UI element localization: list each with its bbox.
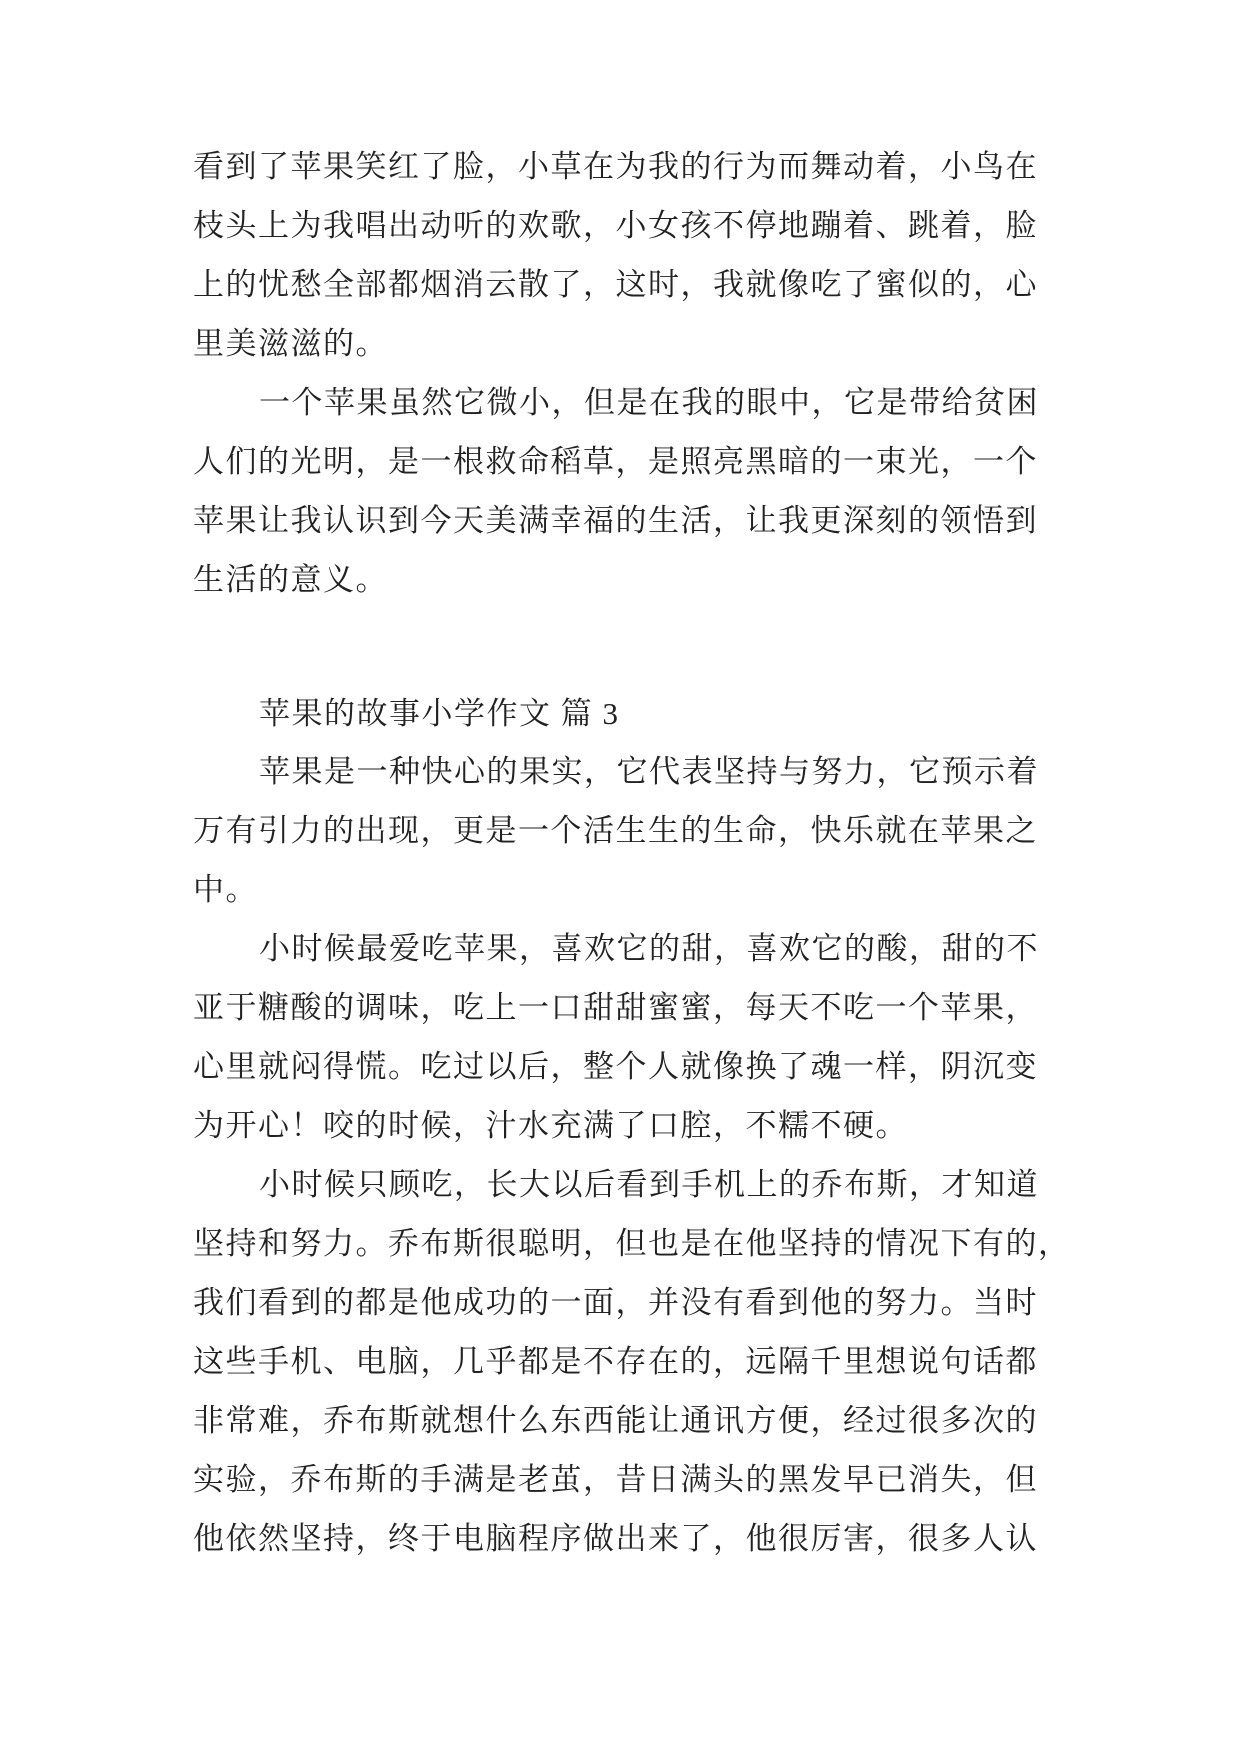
paragraph-line: 看到了苹果笑红了脸，小草在为我的行为而舞动着，小鸟在 xyxy=(193,149,1038,185)
paragraph-line: 我们看到的都是他成功的一面，并没有看到他的努力。当时 xyxy=(193,1285,1038,1321)
paragraph-line: 心里就闷得慌。吃过以后，整个人就像换了魂一样，阴沉变 xyxy=(193,1049,1038,1085)
paragraph-5 xyxy=(193,1156,1071,1569)
paragraph-line: 坚持和努力。乔布斯很聪明，但也是在他坚持的情况下有的， xyxy=(193,1226,1071,1262)
paragraph-line: 里美滋滋的。 xyxy=(193,326,388,362)
paragraph-line: 亚于糖酸的调味，吃上一口甜甜蜜蜜，每天不吃一个苹果， xyxy=(193,990,1038,1026)
paragraph-3 xyxy=(193,743,1061,920)
paragraph-line: 他依然坚持，终于电脑程序做出来了，他很厉害，很多人认 xyxy=(193,1521,1038,1557)
paragraph-line: 一个苹果虽然它微小，但是在我的眼中，它是带给贫困 xyxy=(259,385,1039,421)
paragraph-line: 苹果让我认识到今天美满幸福的生活，让我更深刻的领悟到 xyxy=(193,503,1038,539)
paragraph-line: 实验，乔布斯的手满是老茧，昔日满头的黑发早已消失，但 xyxy=(193,1462,1038,1498)
paragraph-line: 万有引力的出现，更是一个活生生的生命，快乐就在苹果之 xyxy=(193,813,1038,849)
paragraph-line: 中。 xyxy=(193,872,258,908)
paragraph-line: 人们的光明，是一根救命稻草，是照亮黑暗的一束光，一个 xyxy=(193,444,1038,480)
paragraph-4 xyxy=(193,920,1061,1156)
section-title-block xyxy=(193,684,1061,743)
paragraph-line: 小时候只顾吃，长大以后看到手机上的乔布斯，才知道 xyxy=(259,1167,1039,1203)
paragraph-line: 非常难，乔布斯就想什么东西能让通讯方便，经过很多次的 xyxy=(193,1403,1038,1439)
paragraph-1 xyxy=(193,138,1061,374)
paragraph-line: 小时候最爱吃苹果，喜欢它的甜，喜欢它的酸，甜的不 xyxy=(259,931,1039,967)
paragraph-line: 生活的意义。 xyxy=(193,562,388,598)
paragraph-2 xyxy=(193,374,1061,610)
paragraph-line: 苹果是一种快心的果实，它代表坚持与努力，它预示着 xyxy=(259,754,1039,790)
paragraph-line: 这些手机、电脑，几乎都是不存在的，远隔千里想说句话都 xyxy=(193,1344,1038,1380)
paragraph-line: 枝头上为我唱出动听的欢歌，小女孩不停地蹦着、跳着，脸 xyxy=(193,208,1038,244)
paragraph-line: 为开心！咬的时候，汁水充满了口腔，不糯不硬。 xyxy=(193,1108,908,1144)
paragraph-line: 上的忧愁全部都烟消云散了，这时，我就像吃了蜜似的，心 xyxy=(193,267,1038,303)
section-title: 苹果的故事小学作文 篇 3 xyxy=(259,696,620,731)
